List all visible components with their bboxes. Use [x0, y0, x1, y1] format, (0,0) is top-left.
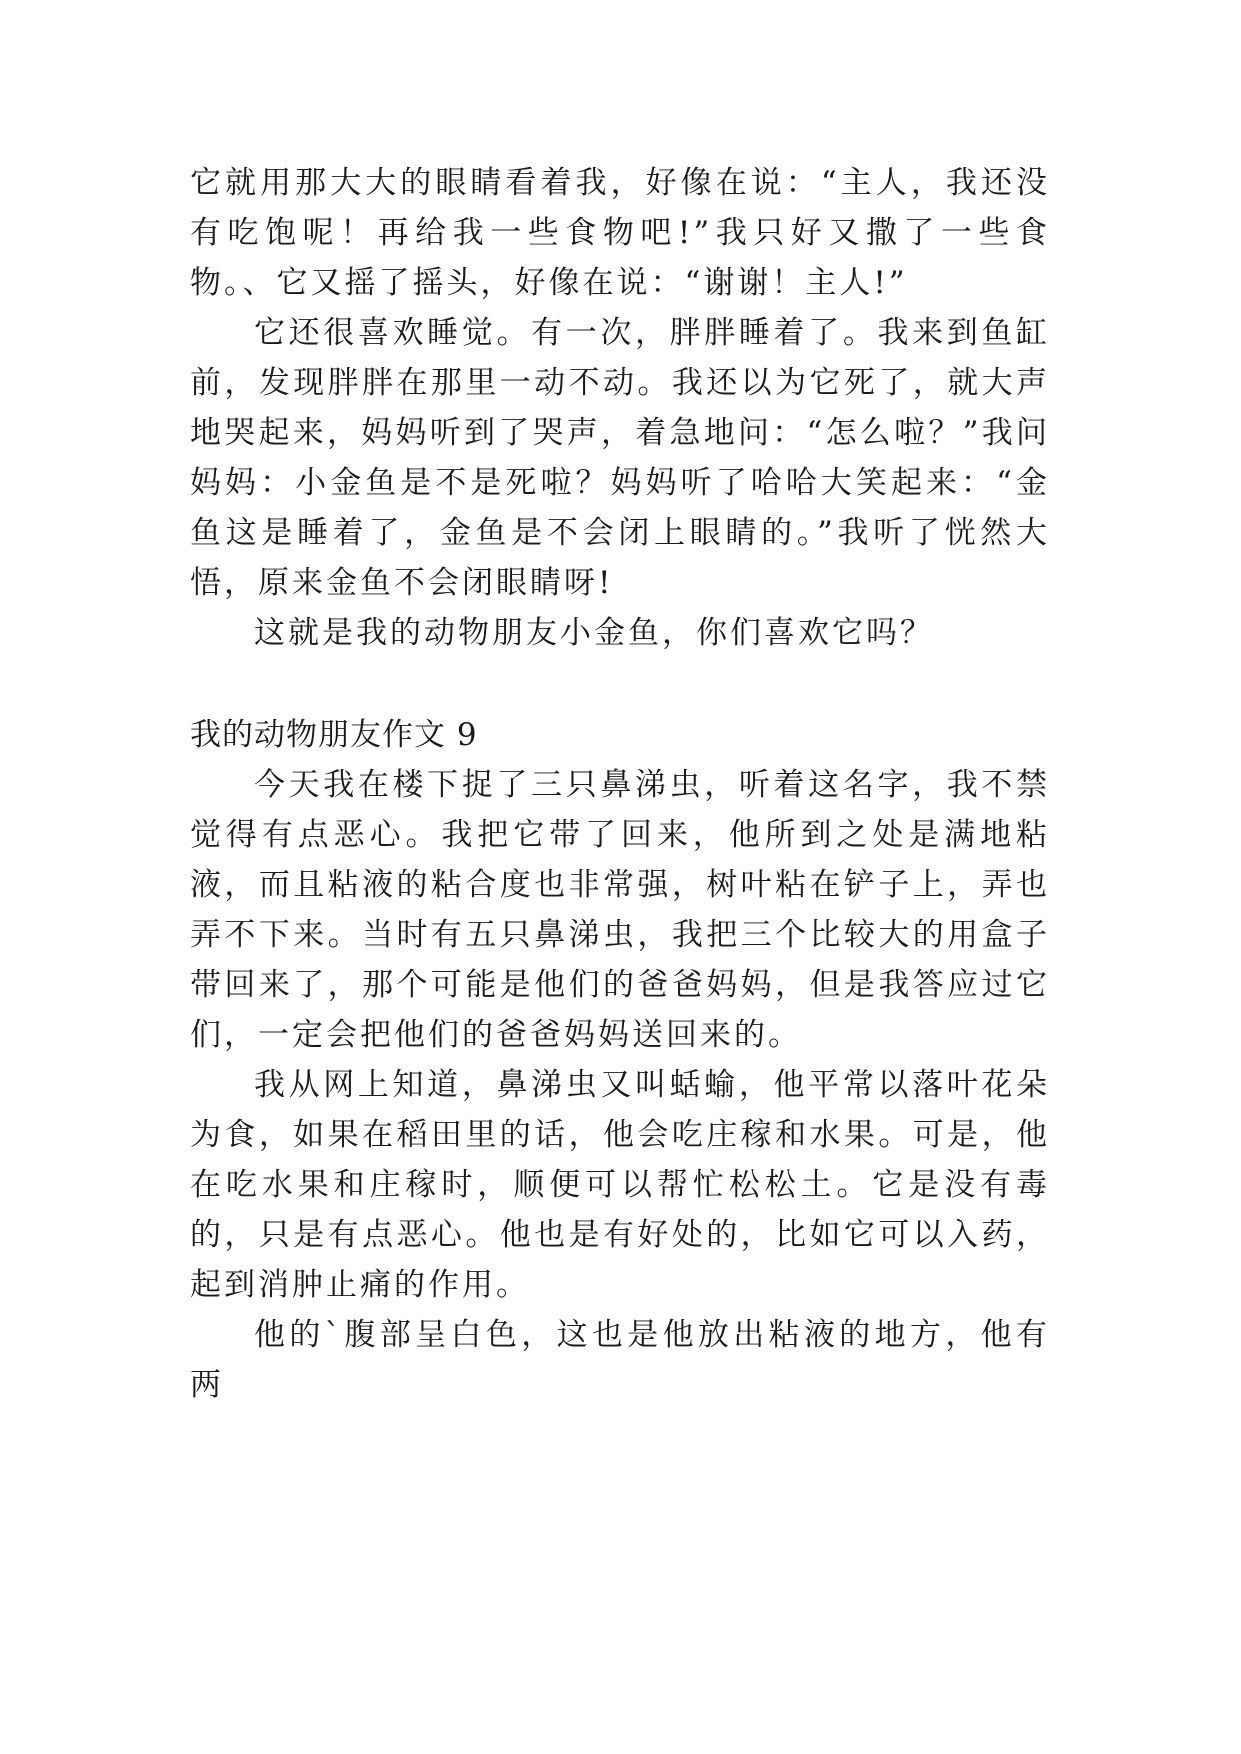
- paragraph-goldfish-sleeping: 它还很喜欢睡觉。有一次，胖胖睡着了。我来到鱼缸前，发现胖胖在那里一动不动。我还以为它死了，就大声地哭起来，妈妈听到了哭声，着急地问：“怎么啦？”我问妈妈：小金鱼是不是死啦？妈妈听了哈哈大笑起来：“金鱼这是睡着了，金鱼是不会闭上眼睛的。”我听了恍然大悟，原来金鱼不会闭眼睛呀!: [190, 315, 1050, 601]
- section-title: 我的动物朋友作文 9: [190, 717, 478, 753]
- paragraph-slug-intro: 今天我在楼下捉了三只鼻涕虫，听着这名字，我不禁觉得有点恶心。我把它带了回来，他所到之处是满地粘液，而且粘液的粘合度也非常强，树叶粘在铲子上，弄也弄不下来。当时有五只鼻涕虫，我把三个比较大的用盒子带回来了，那个可能是他们的爸爸妈妈，但是我答应过它们，一定会把他们的爸爸妈妈送回来的。: [190, 767, 1050, 1053]
- paragraph-slug-facts: 我从网上知道，鼻涕虫又叫蛞蝓，他平常以落叶花朵为食，如果在稻田里的话，他会吃庄稼和水果。可是，他在吃水果和庄稼时，顺便可以帮忙松松土。它是没有毒的，只是有点恶心。他也是有好处的，比如它可以入药，起到消肿止痛的作用。: [190, 1067, 1050, 1303]
- paragraph-slug-body: 他的`腹部呈白色，这也是他放出粘液的地方，他有两: [190, 1317, 1050, 1403]
- paragraph-goldfish-feeding: 它就用那大大的眼睛看着我，好像在说：“主人，我还没有吃饱呢！再给我一些食物吧!”我只好又撒了一些食物。、它又摇了摇头，好像在说：“谢谢！主人!”: [190, 165, 1050, 301]
- paragraph-goldfish-closing: 这就是我的动物朋友小金鱼，你们喜欢它吗？: [254, 615, 934, 651]
- document-body: [190, 158, 1050, 1410]
